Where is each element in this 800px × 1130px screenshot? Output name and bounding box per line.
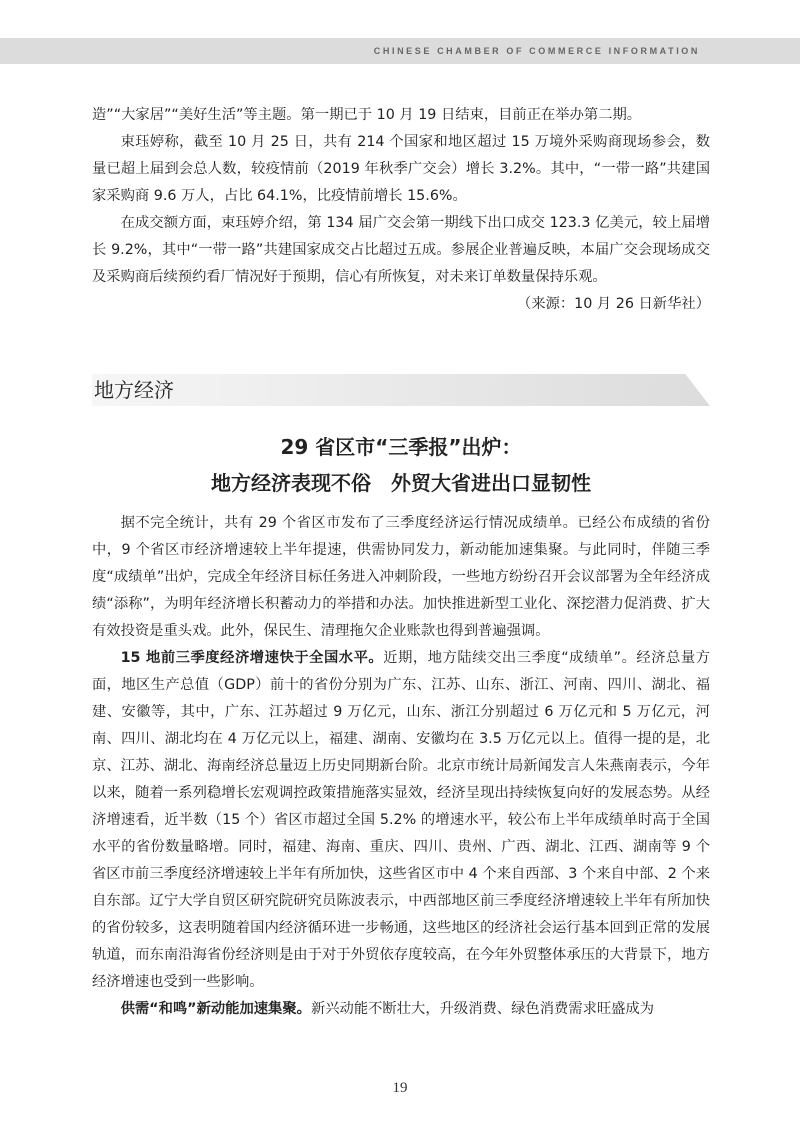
- source-citation: （来源：10 月 26 日新华社）: [517, 296, 710, 312]
- paragraph-lead: 供需“和鸣”新动能加速集聚。: [120, 1001, 311, 1017]
- paragraph: [92, 996, 710, 1023]
- paragraph: [92, 645, 710, 996]
- section-banner: [92, 374, 710, 406]
- article-body: [92, 510, 710, 1023]
- paragraph: 束珏婷称，截至 10 月 25 日，共有 214 个国家和地区超过 15 万境外采购商现场参会，数量已超上届到会总人数，较疫情前（2019 年秋季广交会）增长 3.2%。其中，“一带一路”共建国家采购商 9.6 万人，占比 64.1%，比疫情前增长 15.6%。: [92, 134, 710, 204]
- paragraph: 据不完全统计，共有 29 个省区市发布了三季度经济运行情况成绩单。已经公布成绩的省份中，9 个省区市经济增速较上半年提速，供需协同发力，新动能加速集聚。与此同时，伴随三季度“成绩单”出炉，完成全年经济目标任务进入冲刺阶段，一些地方纷纷召开会议部署为全年经济成绩“添称”，为明年经济增长积蓄动力的举措和办法。加快推进新型工业化、深挖潜力促消费、扩大有效投资是重头戏。此外，保民生、清理拖欠企业账款也得到普遍强调。: [92, 515, 710, 639]
- paragraph-text: 近期，地方陆续交出三季度“成绩单”。经济总量方面，地区生产总值（GDP）前十的省份分别为广东、江苏、山东、浙江、河南、四川、湖北、福建、安徽等，其中，广东、江苏超过 9 万亿元，山东、浙江分别超过 6 万亿元和 5 万亿元，河南、四川、湖北均在 4 万亿元以上，福建、湖南、安徽均在 3.5 万亿元以上。值得一提的是，北京、江苏、湖北、海南经济总量迈上历史同期新台阶。北京市统计局新闻发言人朱燕南表示，今年以来，随着一系列稳增长宏观调控政策措施落实显效，经济呈现出持续恢复向好的发展态势。从经济增速看，近半数（15 个）省区市超过全国 5.2% 的增速水平，较公布上半年成绩单时高于全国水平的省份数量略增。同时，福建、海南、重庆、四川、贵州、广西、湖北、江西、湖南等 9 个省区市前三季度经济增速较上半年有所加快，这些省区市中 4 个来自西部、3 个来自中部、2 个来自东部。辽宁大学自贸区研究院研究员陈波表示，中西部地区前三季度经济增速较上半年有所加快的省份较多，这表明随着国内经济循环进一步畅通，这些地区的经济社会运行基本回到正常的发展轨道，而东南沿海省份经济则是由于对于外贸依存度较高，在今年外贸整体承压的大背景下，地方经济增速也受到一些影响。: [92, 650, 711, 990]
- top-section: [92, 102, 710, 318]
- running-header: CHINESE CHAMBER OF COMMERCE INFORMATION: [373, 46, 700, 56]
- section-title: 地方经济: [94, 378, 174, 402]
- paragraph: 在成交额方面，束珏婷介绍，第 134 届广交会第一期线下出口成交 123.3 亿美元，较上届增长 9.2%，其中“一带一路”共建国家成交占比超过五成。参展企业普遍反映，本届广交会现场成交及采购商后续预约看厂情况好于预期，信心有所恢复，对未来订单数量保持乐观。: [92, 215, 710, 285]
- article-title-line2: 地方经济表现不俗 外贸大省进出口显韧性: [211, 471, 591, 495]
- paragraph-continued: 造”“大家居”“美好生活”等主题。第一期已于 10 月 19 日结束，目前正在举办第二期。: [92, 107, 642, 123]
- paragraph-lead: 15 地前三季度经济增速快于全国水平。: [120, 650, 384, 666]
- paragraph-text: 新兴动能不断壮大，升级消费、绿色消费需求旺盛成为: [310, 1001, 655, 1017]
- article-title-line1: 29 省区市“三季报”出炉：: [280, 435, 522, 459]
- page-number: 19: [392, 1080, 408, 1096]
